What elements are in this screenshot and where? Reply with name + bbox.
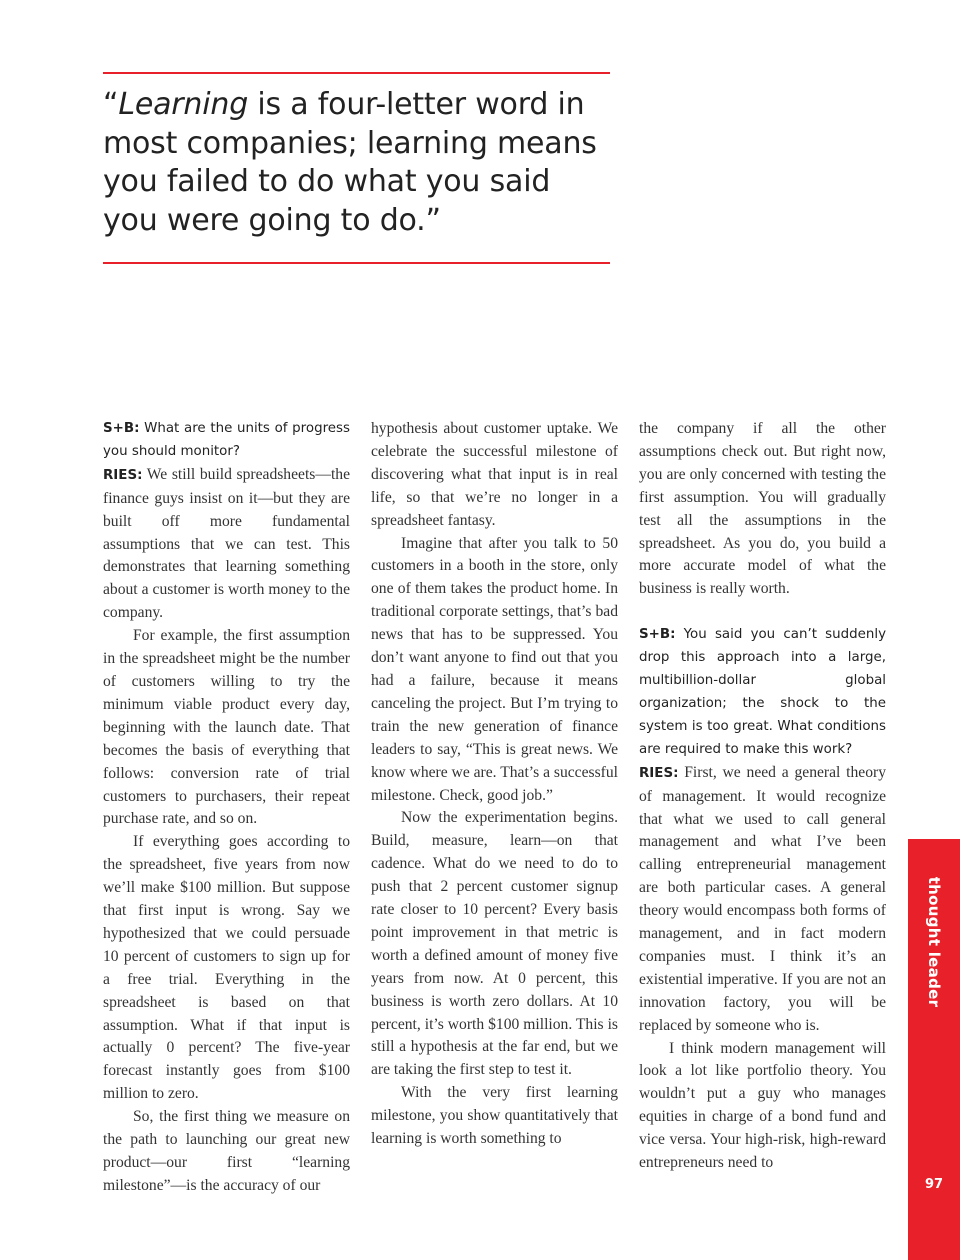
body-paragraph: hypothesis about customer uptake. We celebrate the successful milestone of discovering what that input is in real life, so that we’re no longer in a spreadsheet fantasy. — [371, 420, 618, 529]
pullquote-open-quote: “ — [103, 87, 119, 122]
interview-answer — [103, 464, 350, 625]
question-text: You said you can’t suddenly drop this approach into a large, multibillion-dollar global organization; the shock to the system is too great. What conditions are required to make this work? — [639, 627, 886, 757]
body-paragraph: I think modern management will look a lot like portfolio theory. You wouldn’t put a guy who manages equities in charge of a bond fund and vice versa. Your high-risk, high-reward entrepreneurs need to — [639, 1039, 886, 1172]
speaker-label: RIES: — [639, 765, 679, 781]
pullquote — [103, 86, 613, 240]
interview-answer — [639, 762, 886, 1038]
body-paragraph: With the very first learning milestone, you show quantitatively that learning is worth something to — [371, 1084, 618, 1148]
pullquote-bottom-rule — [103, 262, 610, 264]
text-column-1 — [103, 418, 350, 1198]
body-paragraph: If everything goes according to the spreadsheet, five years from now we’ll make $100 million. But suppose that first input is wrong. Say we hypothesized that we could persuade 10 percent of customers to sign up for a free trial. Everything in the spreadsheet is based on that assumption. What if that input is actually 0 percent? The five-year forecast instantly goes from $100 million to zero. — [103, 833, 350, 1103]
text-column-2 — [371, 418, 618, 1151]
interview-question — [103, 418, 350, 464]
body-paragraph: the company if all the other assumptions check out. But right now, you are only concerned with testing the first assumption. You will gradually test all the assumptions in the spreadsheet. As you do, you build a more accurate model of what the business is really worth. — [639, 420, 886, 598]
body-paragraph: For example, the first assumption in the spreadsheet might be the number of customers willing to try the minimum viable product every day, beginning with the launch date. That becomes the basis of everything that follows: conversion rate of trial customers to purchasers, their repeat purchase rate, and so on. — [103, 627, 350, 828]
speaker-label: S+B: — [103, 421, 140, 436]
interview-question — [639, 624, 886, 761]
section-label: thought leader — [925, 876, 943, 1008]
pullquote-top-rule — [103, 72, 610, 74]
body-paragraph: So, the first thing we measure on the path to launching our great new product—our first “learning milestone”—is the accuracy of our — [103, 1108, 350, 1194]
answer-text: We still build spreadsheets—the finance guys insist on it—but they are built off more fundamental assumptions that we can test. This demonstrates that learning something about a customer is worth money to the company. — [103, 465, 350, 622]
answer-text: First, we need a general theory of management. It would recognize that what we used to call general management and what I’ve been calling entrepreneurial management are both particular cases. A general theory would encompass both forms of management, and in fact modern companies must. I think it’s an existential imperative. If you are not an innovation factory, you will be replaced by someone who is. — [639, 763, 886, 1034]
speaker-label: S+B: — [639, 627, 676, 643]
speaker-label: RIES: — [103, 467, 143, 483]
pullquote-italic-word: Learning — [118, 87, 249, 122]
question-text: What are the units of progress you should monitor? — [103, 421, 350, 459]
pullquote-text: is a four-letter word in most companies; learning means you failed to do what you said you were going to do.” — [103, 87, 597, 238]
page-number: 97 — [924, 1177, 944, 1192]
text-column-3 — [639, 418, 886, 1175]
body-paragraph: Now the experimentation begins. Build, measure, learn—on that cadence. What do we need to do to push that 2 percent customer signup rate closer to 10 percent? Every basis point improvement in that metric is worth a defined amount of money five years from now. At 0 percent, this business is worth zero dollars. At 10 percent, it’s worth $100 million. This is still a hypothesis at the far end, but we are taking the first step to test it. — [371, 809, 618, 1079]
body-paragraph: Imagine that after you talk to 50 customers in a booth in the store, only one of them takes the product home. In traditional corporate settings, that’s bad news that has to be suppressed. You don’t want anyone to find out that you had a failure, because it means canceling the project. But I’m trying to train the new generation of finance leaders to say, “This is great news. We know where we are. That’s a successful milestone. Check, good job.” — [371, 534, 618, 804]
